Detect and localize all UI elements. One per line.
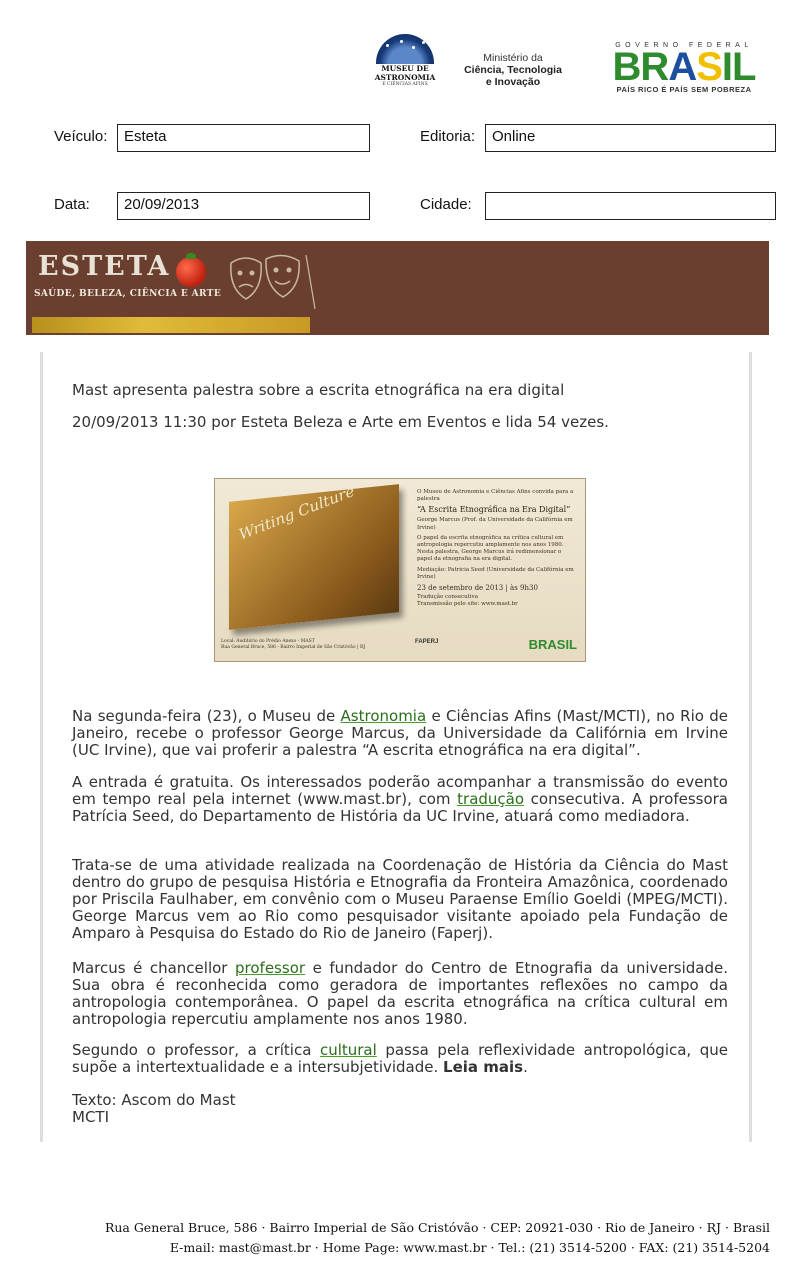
footer-address: [105, 1218, 770, 1258]
p1-text-a: Na segunda-feira (23), o Museu de: [72, 707, 341, 725]
p4-text-b: e fundador do Centro de Etnografia da universidade. Sua obra é reconhecida como geradora de importantes reflexões no campo da antropologia contemporânea. O papel da escrita etnográfica na crítica cultural em antropologia repercutiu amplamente nos anos 1980.: [72, 959, 728, 1028]
poster-speaker: George Marcus (Prof. da Universidade da Califórnia em Irvine): [417, 517, 573, 531]
credit-line1: Texto: Ascom do Mast: [72, 1091, 236, 1109]
ministry-line1: Ministério da: [483, 52, 543, 64]
mast-logo-line3: E CIÊNCIAS AFINS: [382, 82, 428, 87]
faperj-logo: FAPERJ: [415, 639, 439, 645]
music-staff-strip: [32, 317, 310, 333]
mast-logo-line1: MUSEU DE: [381, 64, 429, 73]
poster-intro: O Museu de Astronomia e Ciências Afins convida para a palestra: [417, 489, 574, 503]
poster-location: [221, 639, 421, 651]
p5-text-b: passa pela reflexividade antropológica, que supõe a intertextualidade e a intersubjetividade.: [72, 1041, 728, 1076]
article-credit: [72, 1092, 728, 1126]
data-label: Data:: [54, 196, 90, 213]
brasil-letter-a: A: [668, 45, 697, 89]
paragraph-5: [72, 1042, 728, 1076]
brasil-letter-l: L: [732, 45, 756, 89]
header-logos: [370, 34, 780, 100]
brasil-letter-b: B: [612, 45, 641, 89]
poster-headline: “A Escrita Etnográfica na Era Digital”: [417, 505, 571, 515]
veiculo-label: Veículo:: [54, 128, 108, 145]
footer-line1: Rua General Bruce, 586 · Bairro Imperial de São Cristóvão · CEP: 20921-030 · Rio de Janeiro · RJ · Brasil: [104, 1220, 770, 1235]
p5-text-end: .: [523, 1058, 528, 1076]
mast-logo: [374, 34, 436, 96]
book-title: Writing Culture: [236, 481, 357, 544]
footer-line2: E-mail: mast@mast.br · Home Page: www.mast.br · Tel.: (21) 3514-5200 · FAX: (21) 3514-5204: [169, 1240, 770, 1255]
observatory-dome-icon: [376, 34, 434, 64]
editoria-field: Online: [485, 124, 776, 152]
brasil-letter-i: I: [721, 45, 733, 89]
theatre-masks-icon: [211, 249, 321, 319]
poster-text: [417, 489, 577, 609]
paragraph-2: [72, 774, 728, 825]
ministry-line2: Ciência, Tecnologia: [464, 64, 562, 76]
p4-text-a: Marcus é chancellor: [72, 959, 236, 977]
article-card: [40, 352, 752, 1142]
ministry-logo: [454, 52, 572, 88]
gov-slogan: PAÍS RICO É PAÍS SEM POBREZA: [616, 85, 752, 94]
event-poster-image: [214, 478, 586, 662]
banner-subtitle: SAÚDE, BELEZA, CIÊNCIA E ARTE: [34, 289, 222, 299]
article-meta: 20/09/2013 11:30 por Esteta Beleza e Arte em Eventos e lida 54 vezes.: [72, 413, 609, 431]
data-field: 20/09/2013: [117, 192, 370, 220]
credit-line2: MCTI: [72, 1108, 110, 1126]
poster-translation: Tradução consecutiva: [417, 594, 479, 601]
tomato-icon: [176, 257, 206, 287]
poster-location-line1: Local: Auditório do Prédio Anexo - MAST: [221, 639, 315, 644]
cidade-field: [485, 192, 776, 220]
book-cover-image: [229, 481, 399, 630]
p5-text-a: Segundo o professor, a crítica: [72, 1041, 320, 1059]
mast-logo-line2: ASTRONOMIA: [374, 73, 436, 82]
paragraph-3: Trata-se de uma atividade realizada na Coordenação de História da Ciência do Mast dentro do grupo de pesquisa História e Etnografia da Fronteira Amazônica, coordenado por Priscila Faulhaber, em convênio com o Museu Paraense Emílio Goeldi (MPEG/MCTI). George Marcus vem ao Rio como pesquisador visitante apoiado pela Fundação de Amparo à Pesquisa do Estado do Rio de Janeiro (Faperj).: [72, 856, 728, 942]
brasil-letter-s: S: [696, 45, 722, 89]
article-title[interactable]: Mast apresenta palestra sobre a escrita etnográfica na era digital: [72, 381, 565, 399]
paragraph-4: [72, 960, 728, 1028]
paragraph-1: [72, 708, 728, 759]
poster-stream: Transmissão pelo site: www.mast.br: [417, 601, 518, 608]
governo-federal-text: GOVERNO FEDERAL: [615, 42, 753, 49]
poster-body: O papel da escrita etnográfica na crítica cultural em antropologia repercutiu amplamente nos anos 1980. Nesta palestra, George Marcus irá redimensionar o papel da etnografia na era digital.: [417, 534, 564, 563]
poster-date: 23 de setembro de 2013 | às 9h30: [417, 584, 538, 593]
cidade-label: Cidade:: [420, 196, 472, 213]
keyword-link-cultural[interactable]: cultural: [319, 1041, 377, 1059]
p2-text-a: A entrada é gratuita. Os interessados poderão acompanhar a transmissão do evento em tempo real pela internet (www.mast.br), com: [72, 773, 728, 808]
poster-logos: [415, 637, 579, 655]
esteta-banner: [26, 241, 769, 335]
ministry-line3: e Inovação: [485, 76, 541, 88]
read-more-link[interactable]: Leia mais: [443, 1058, 524, 1076]
keyword-link-professor[interactable]: professor: [235, 959, 306, 977]
keyword-link-traducao[interactable]: tradução: [457, 790, 525, 808]
editoria-label: Editoria:: [420, 128, 476, 145]
banner-title: ESTETA: [38, 251, 171, 282]
p2-text-b: consecutiva. A professora Patrícia Seed, do Departamento de História da UC Irvine, atuará como mediadora.: [72, 790, 728, 825]
veiculo-field: Esteta: [117, 124, 370, 152]
brasil-letter-r: R: [640, 45, 669, 89]
p1-text-b: e Ciências Afins (Mast/MCTI), no Rio de Janeiro, recebe o professor George Marcus, da Universidade da Califórnia em Irvine (UC Irvine), que vai proferir a palestra “A escrita etnográfica na era digital”.: [72, 707, 728, 759]
poster-mediation: Mediação: Patricia Seed (Universidade da Califórnia em Irvine): [417, 566, 574, 580]
governo-federal-logo: [598, 42, 770, 94]
poster-brasil-logo: BRASIL: [528, 637, 577, 652]
poster-location-line2: Rua General Bruce, 586 - Bairro Imperial de São Cristóvão | RJ: [221, 645, 366, 650]
keyword-link-astronomia[interactable]: Astronomia: [340, 707, 427, 725]
